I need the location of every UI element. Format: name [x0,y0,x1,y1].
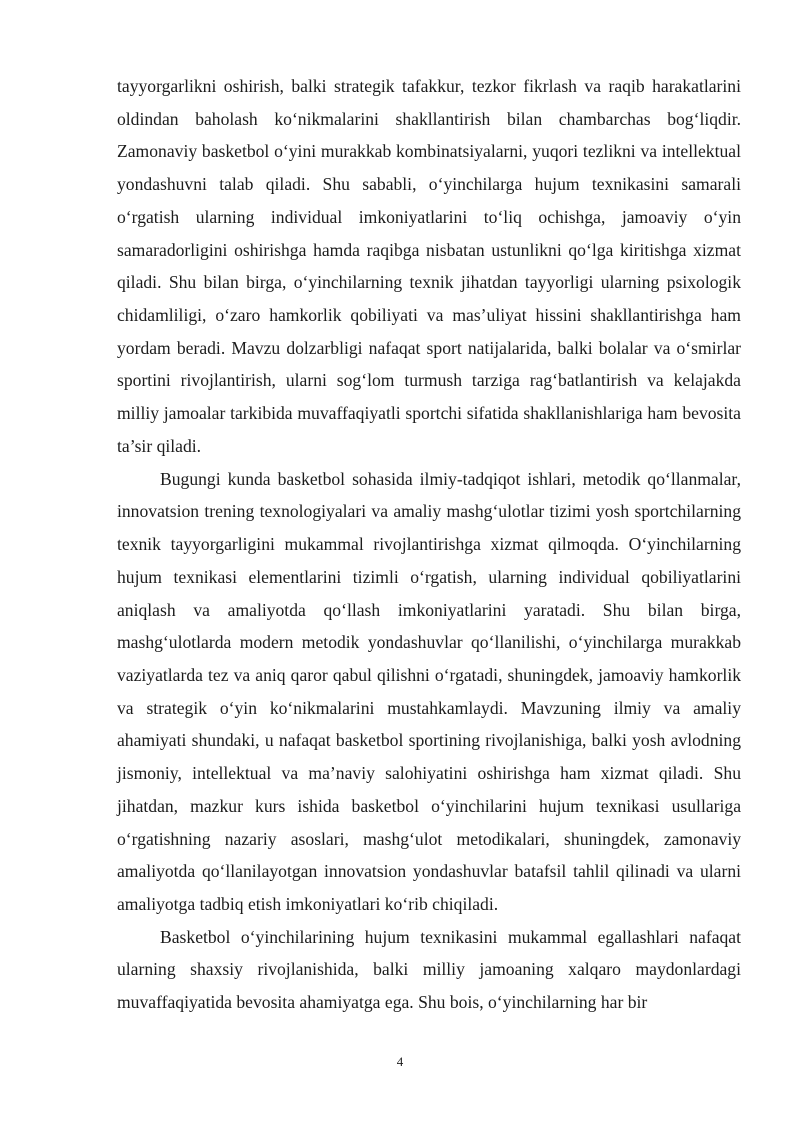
paragraph-research-overview: Bugungi kunda basketbol sohasida ilmiy-tadqiqot ishlari, metodik qo‘llanmalar, innovatsion trening texnologiyalari va amaliy mashg‘ulotlar tizimi yosh sportchilarning texnik tayyorgarligini mukammal rivojlantirishga xizmat qilmoqda. O‘yinchilarning hujum texnikasi elementlarini tizimli o‘rgatish, ularning individual qobiliyatlarini aniqlash va amaliyotda qo‘llash imkoniyatlarini yaratadi. Shu bilan birga, mashg‘ulotlarda modern metodik yondashuvlar qo‘llanilishi, o‘yinchilarga murakkab vaziyatlarda tez va aniq qaror qabul qilishni o‘rgatadi, shuningdek, jamoaviy hamkorlik va strategik o‘yin ko‘nikmalarini mustahkamlaydi. Mavzuning ilmiy va amaliy ahamiyati shundaki, u nafaqat basketbol sportining rivojlanishiga, balki yosh avlodning jismoniy, intellektual va ma’naviy salohiyatini oshirishga ham xizmat qiladi. Shu jihatdan, mazkur kurs ishida basketbol o‘yinchilarini hujum texnikasi usullariga o‘rgatishning nazariy asoslari, mashg‘ulot metodikalari, shuningdek, zamonaviy amaliyotda qo‘llanilayotgan innovatsion yondashuvlar batafsil tahlil qilinadi va ularni amaliyotga tadbiq etish imkoniyatlari ko‘rib chiqiladi. [117,468,741,914]
page-number: 4 [396,1054,404,1069]
paragraph-continuation: tayyorgarlikni oshirish, balki strategik tafakkur, tezkor fikrlash va raqib harakatlarini oldindan baholash ko‘nikmalarini shakllantirish bilan chambarchas bog‘liqdir. Zamonaviy basketbol o‘yini murakkab kombinatsiyalarni, yuqori tezlikni va intellektual yondashuvni talab qiladi. Shu sababli, o‘yinchilarga hujum texnikasini samarali o‘rgatish ularning individual imkoniyatlarini to‘liq ochishga, jamoaviy o‘yin samaradorligini oshirishga hamda raqibga nisbatan ustunlikni qo‘lga kiritishga xizmat qiladi. Shu bilan birga, o‘yinchilarning texnik jihatdan tayyorligi ularning psixologik chidamliligi, o‘zaro hamkorlik qobiliyati va mas’uliyat hissini shakllantirishga ham yordam beradi. Mavzu dolzarbligi nafaqat sport natijalarida, balki bolalar va o‘smirlar sportini rivojlantirish, ularni sog‘lom turmush tarziga rag‘batlantirish va kelajakda milliy jamoalar tarkibida muvaffaqiyatli sportchi sifatida shakllanishlariga ham bevosita ta’sir qiladi. [117,76,741,456]
document-body [117,70,741,1019]
paragraph-national-team: Basketbol o‘yinchilarining hujum texnikasini mukammal egallashlari nafaqat ularning shaxsiy rivojlanishida, balki milliy jamoaning xalqaro maydonlardagi muvaffaqiyatida bevosita ahamiyatga ega. Shu bois, o‘yinchilarning har bir [117,926,741,1013]
